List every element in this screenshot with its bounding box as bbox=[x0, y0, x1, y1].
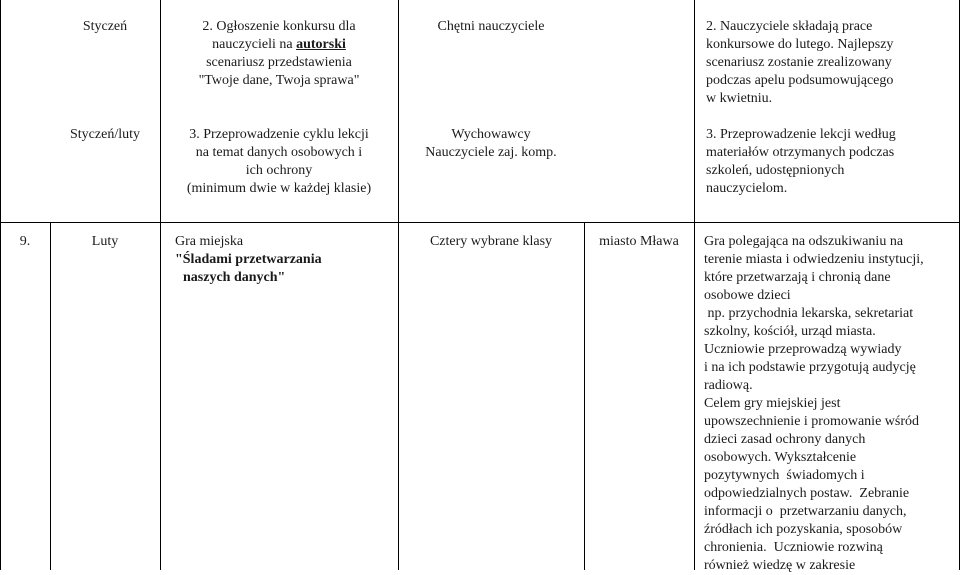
row-1-participants: Chętni nauczyciele bbox=[437, 19, 545, 34]
column-divider bbox=[694, 0, 695, 570]
row-3-description-line: np. przychodnia lekarska, sekretariat bbox=[704, 306, 914, 321]
row-1-description-line: konkursowe do lutego. Najlepszy bbox=[706, 37, 894, 52]
row-3-description-line: dzieci zasad ochrony danych bbox=[704, 432, 866, 447]
row-3-description-line: Uczniowie przeprowadzą wywiady bbox=[704, 342, 902, 357]
row-1-action-line: 2. Ogłoszenie konkursu dla bbox=[202, 19, 356, 34]
row-3-description-line: chronienia. Uczniowie rozwiną bbox=[704, 540, 883, 555]
row-3-description-line: Celem gry miejskiej jest bbox=[704, 396, 841, 411]
row-2-description-line: nauczycielom. bbox=[706, 181, 788, 196]
row-3-description-line: również wiedzę w zakresie bbox=[704, 558, 856, 573]
row-3-place: miasto Mława bbox=[599, 234, 679, 249]
table-border-left bbox=[0, 0, 1, 570]
row-3-description-line: osobowe dzieci bbox=[704, 288, 791, 303]
row-3-description-line: terenie miasta i odwiedzeniu instytucji, bbox=[704, 252, 924, 267]
row-1-action-line: "Twoje dane, Twoja sprawa" bbox=[198, 73, 360, 88]
row-2-action bbox=[160, 126, 398, 198]
row-1-action bbox=[160, 18, 398, 90]
row-3-description-line: odpowiedzialnych postaw. Zebranie bbox=[704, 486, 910, 501]
participant-line: Nauczyciele zaj. komp. bbox=[425, 145, 557, 160]
row-3-action-line: Gra miejska bbox=[175, 234, 244, 249]
row-3-description-line: pozytywnych świadomych i bbox=[704, 468, 865, 483]
row-1-description-line: podczas apelu podsumowującego bbox=[706, 73, 894, 88]
row-3-description-line: źródłach ich pozyskania, sposobów bbox=[704, 522, 903, 537]
participant-line: Wychowawcy bbox=[451, 127, 531, 142]
row-2-description-line: szkoleń, udostępnionych bbox=[706, 163, 845, 178]
row-3-month: Luty bbox=[91, 234, 119, 249]
row-2-description-line: 3. Przeprowadzenie lekcji według bbox=[706, 127, 896, 142]
row-1-action-line: nauczycieli na autorski bbox=[212, 37, 346, 52]
row-3-description-line: i na ich podstawie przygotują audycję bbox=[704, 360, 916, 375]
row-2-action-line: ich ochrony bbox=[245, 163, 313, 178]
row-3-participants: Cztery wybrane klasy bbox=[429, 234, 553, 249]
row-3-description-line: szkolny, kościół, urząd miasta. bbox=[704, 324, 876, 339]
row-1-action-line: scenariusz przedstawienia bbox=[206, 55, 352, 70]
row-3-description-line: osobowych. Wykształcenie bbox=[704, 450, 857, 465]
row-2-participants bbox=[398, 126, 584, 162]
row-2-action-line: na temat danych osobowych i bbox=[195, 145, 363, 160]
game-title-line: naszych danych" bbox=[183, 270, 286, 285]
column-divider bbox=[50, 222, 51, 570]
row-divider bbox=[0, 222, 960, 223]
underlined-word: autorski bbox=[296, 37, 346, 52]
row-3-description-line: Gra polegająca na odszukiwaniu na bbox=[704, 234, 904, 249]
row-2-month: Styczeń/luty bbox=[70, 127, 140, 142]
column-divider bbox=[398, 0, 399, 570]
row-2-action-line: 3. Przeprowadzenie cyklu lekcji bbox=[189, 127, 369, 142]
row-1-description-line: 2. Nauczyciele składają prace bbox=[706, 19, 873, 34]
row-1-month: Styczeń bbox=[82, 19, 128, 34]
row-2-description bbox=[706, 126, 954, 198]
row-1-description bbox=[706, 18, 954, 108]
row-3-number: 9. bbox=[19, 234, 31, 249]
game-title-line: "Śladami przetwarzania bbox=[175, 252, 322, 267]
row-3-description-line: upowszechnienie i promowanie wśród bbox=[704, 414, 919, 429]
row-1-description-line: w kwietniu. bbox=[706, 91, 773, 106]
row-2-description-line: materiałów otrzymanych podczas bbox=[706, 145, 895, 160]
row-3-description-line: informacji o przetwarzaniu danych, bbox=[704, 504, 907, 519]
row-3-description bbox=[704, 233, 956, 575]
row-1-description-line: scenariusz zostanie zrealizowany bbox=[706, 55, 892, 70]
row-3-description-line: radiową. bbox=[704, 378, 753, 393]
row-2-action-line: (minimum dwie w każdej klasie) bbox=[186, 181, 372, 196]
row-3-description-line: które przetwarzają i chronią dane bbox=[704, 270, 891, 285]
row-3-action bbox=[175, 233, 395, 287]
column-divider bbox=[584, 222, 585, 570]
